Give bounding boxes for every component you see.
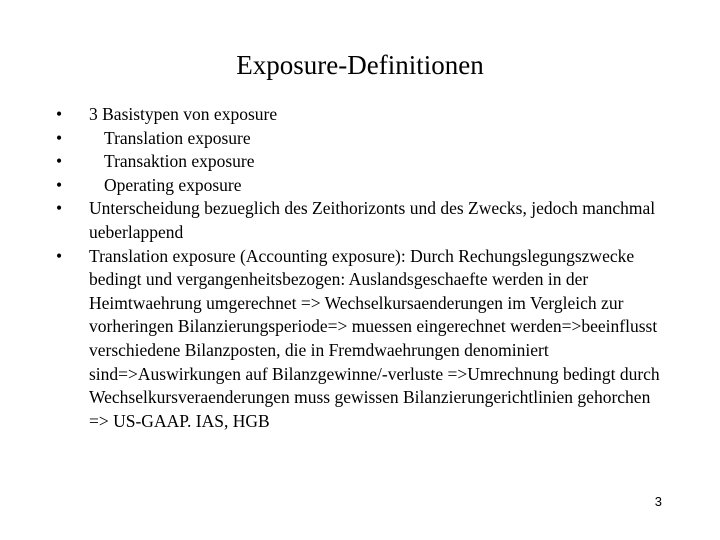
bullet-text: Transaktion exposure [104, 151, 255, 172]
bullet-text: 3 Basistypen von exposure [89, 104, 278, 124]
bullet-dot: • [56, 151, 63, 172]
bullet-list [56, 103, 666, 433]
page-number: 3 [654, 494, 662, 509]
bullet-item [56, 103, 666, 127]
bullet-item [56, 127, 666, 151]
bullet-text: Operating exposure [104, 174, 242, 195]
bullet-text: Unterscheidung bezueglich des Zeithorizonts und des Zwecks, jedoch manchmal ueberlappend [89, 198, 656, 242]
bullet-dot: • [56, 174, 63, 195]
slide-title: Exposure-Definitionen [236, 50, 484, 80]
bullet-dot: • [56, 198, 63, 219]
bullet-text: Translation exposure [104, 127, 251, 148]
bullet-item [56, 150, 666, 174]
bullet-item [56, 245, 666, 434]
bullet-dot: • [56, 104, 63, 124]
bullet-item [56, 197, 666, 244]
bullet-dot: • [56, 127, 63, 148]
bullet-item [56, 174, 666, 198]
bullet-dot: • [56, 245, 63, 266]
bullet-text: Translation exposure (Accounting exposure): Durch Rechungslegungszwecke bedingt und vergangenheitsbezogen: Auslandsgeschaefte werden in der Heimtwaehrung umgerechnet => Wechselkursaenderungen im Vergleich zur vorheringen Bilanzierungsperiode=> muessen eingerechnet werden=>beeinflusst verschiedene Bilanzposten, die in Fremdwaehrungen denominiert sind=>Auswirkungen auf Bilanzgewinne/-verluste =>Umrechnung bedingt durch Wechselkursveraenderungen muss gewissen Bilanzierungerichtlinien gehorchen => US-GAAP. IAS, HGB [89, 245, 660, 431]
